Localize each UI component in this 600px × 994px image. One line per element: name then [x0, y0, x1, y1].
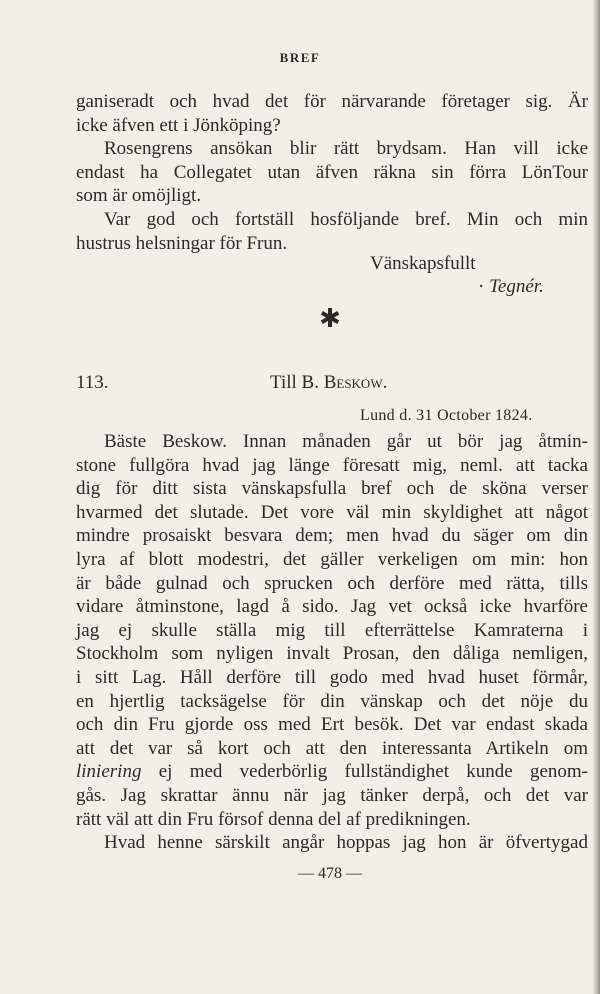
- text-line: endast ha Collegatet utan äfven räkna sin förra LönTour: [76, 161, 588, 183]
- signature: [478, 276, 544, 298]
- text-line-rest: ej med vederbörlig fullständighet kunde genom-: [141, 761, 588, 783]
- text-line: Var god och fortställ hosföljande bref. Min och min: [104, 208, 588, 230]
- text-line: gås. Jag skrattar ännu när jag tänker derpå, och det var: [76, 784, 588, 806]
- text-line: i sitt Lag. Håll derföre till godo med hvad huset förmår,: [76, 666, 588, 688]
- dateline: Lund d. 31 October 1824.: [360, 407, 533, 424]
- text-line: [76, 760, 588, 784]
- page-number: — 478 —: [298, 865, 362, 882]
- closing-salutation: Vänskapsfullt: [370, 253, 476, 274]
- addressee-name: Beskow.: [323, 372, 388, 393]
- signature-mark: ·: [478, 276, 485, 297]
- text-line: lyra af blott modestri, det gäller verkeligen om min: hon: [76, 548, 588, 570]
- text-line: hvarmed det slutade. Det vore väl min skyldighet att något: [76, 501, 588, 523]
- text-line: Bäste Beskow. Innan månaden går ut bör jag åtmin-: [104, 431, 588, 452]
- running-header: BREF: [279, 50, 321, 65]
- text-line: som är omöjligt.: [76, 185, 202, 207]
- text-line: dig för ditt sista vänskapsfulla bref och de sköna verser: [76, 478, 588, 500]
- text-line: rätt väl att din Fru försof denna del af predikningen.: [76, 808, 471, 830]
- letter-body: [76, 430, 588, 855]
- text-line: att det var så kort och att den interessanta Artikeln om: [76, 737, 588, 759]
- letter-number: 113.: [76, 372, 109, 393]
- text-line: Stockholm som nyligen invalt Prosan, den dåliga nemligen,: [76, 643, 588, 665]
- text-line: är både gulnad och sprucken och derföre med rätta, tills: [76, 572, 588, 594]
- text-line: stone fullgöra hvad jag länge föresatt mig, neml. att tacka: [76, 454, 588, 476]
- text-line: hustrus helsningar för Frun.: [76, 232, 288, 254]
- text-line: en hjertlig tacksägelse för din vänskap och det nöje du: [76, 690, 588, 712]
- text-line: Hvad henne särskilt angår hoppas jag hon är öfvertygad: [104, 832, 588, 854]
- signature-name: Tegnér.: [489, 276, 544, 297]
- text-line: icke äfven ett i Jönköping?: [76, 114, 281, 136]
- text-line: och din Fru gjorde oss med Ert besök. Det var endast skada: [76, 714, 588, 736]
- italic-word: liniering: [76, 761, 142, 783]
- page-edge: [593, 0, 600, 994]
- addressee: [270, 372, 387, 394]
- text-line: ganiseradt och hvad det för närvarande företager sig. Är: [76, 91, 588, 112]
- text-line: vidare åtminstone, lagd å sido. Jag vet också icke hvarföre: [76, 596, 588, 618]
- text-line: jag ej skulle ställa mig till efterrättelse Kamraterna i: [76, 619, 588, 641]
- text-line: mindre prosaiskt besvara dem; men hvad du säger om din: [76, 525, 588, 547]
- addressee-prefix: Till B.: [270, 372, 319, 393]
- text-block-top: [76, 90, 588, 255]
- text-line: Rosengrens ansökan blir rätt brydsam. Han vill icke: [104, 138, 588, 160]
- separator-asterisk: ✱: [319, 304, 341, 333]
